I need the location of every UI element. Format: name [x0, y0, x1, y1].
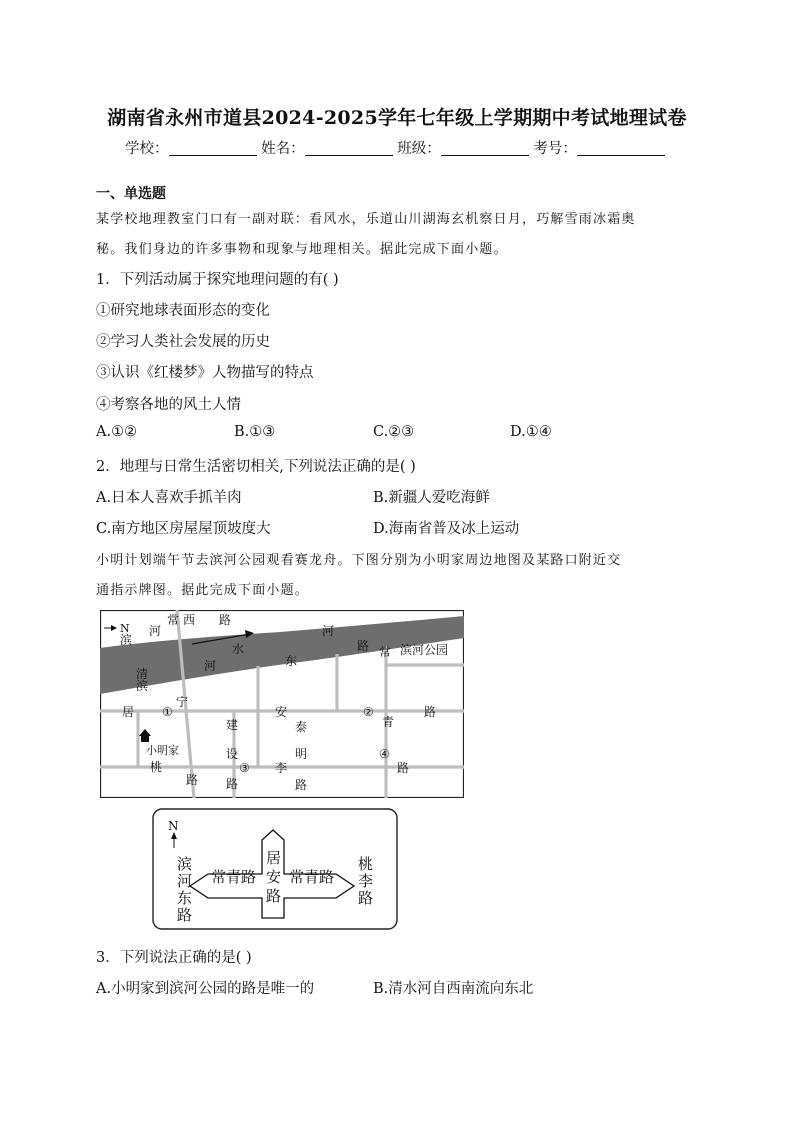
q2-stem: 2．地理与日常生活密切相关,下列说法正确的是( ) — [96, 459, 416, 475]
neighborhood-map — [100, 610, 464, 798]
map-label: 安 — [275, 705, 288, 719]
q1-item-3: ③认识《红楼梦》人物描写的特点 — [96, 365, 314, 381]
school-blank[interactable] — [169, 141, 257, 156]
map-label: 泰 — [295, 720, 308, 734]
intro2-line1: 小明计划端午节去滨河公园观看赛龙舟。下图分别为小明家周边地图及某路口附近交 — [96, 553, 622, 568]
q3-option-b[interactable]: B.清水河自西南流向东北 — [373, 981, 534, 997]
q1-stem: 1．下列活动属于探究地理问题的有( ) — [96, 272, 339, 288]
map-label: 河 — [149, 624, 162, 638]
sign-left-arm: 常青路 — [211, 868, 257, 886]
sign-left-road-2: 河 — [177, 872, 193, 890]
q2-option-b[interactable]: B.新疆人爱吃海鲜 — [373, 490, 490, 506]
sign-right-road-1: 桃 — [358, 855, 374, 873]
intro1-line1: 某学校地理教室门口有一副对联：看风水，乐道山川湖海玄机察日月，巧解雪雨冰霜奥 — [96, 212, 636, 227]
map-label: 李 — [275, 761, 288, 775]
map-label: 路 — [219, 613, 232, 627]
sign-north-label: N — [168, 819, 179, 833]
traffic-sign — [152, 808, 398, 930]
map-label: 东 — [285, 654, 298, 668]
school-label: 学校： — [125, 141, 169, 157]
q2-option-c[interactable]: C.南方地区房屋屋顶坡度大 — [96, 521, 271, 537]
map-label: ③ — [239, 761, 250, 775]
map-label: 路 — [186, 773, 199, 787]
sign-left-road-4: 路 — [177, 906, 193, 924]
exam-number-blank[interactable] — [577, 141, 665, 156]
map-label: 明 — [295, 747, 308, 761]
map-label: 路 — [295, 778, 308, 792]
map-label: 常 — [379, 645, 392, 659]
sign-right-road-3: 路 — [358, 889, 374, 907]
map-label: 设 — [226, 747, 239, 761]
map-label: 居 — [122, 705, 135, 719]
student-info-line — [125, 137, 665, 158]
map-label: 宁 — [176, 695, 189, 709]
map-label: 小明家 — [146, 744, 179, 757]
q1-option-d[interactable]: D.①④ — [510, 424, 552, 440]
exam-number-label: 考号： — [533, 141, 577, 157]
q1-option-c[interactable]: C.②③ — [373, 424, 415, 440]
map-label: ② — [363, 705, 374, 719]
map-label: 路 — [226, 777, 239, 791]
map-label: ④ — [379, 747, 390, 761]
sign-left-road-1: 滨 — [177, 855, 193, 873]
sign-right-arm: 常青路 — [289, 868, 335, 886]
section-heading: 一、单选题 — [96, 186, 166, 202]
map-label: 常 — [167, 613, 180, 627]
map-label: 路 — [397, 761, 410, 775]
sign-right-road-2: 李 — [358, 872, 374, 890]
q1-option-a[interactable]: A.①② — [96, 424, 138, 440]
name-label: 姓名： — [261, 141, 305, 157]
q3-option-a[interactable]: A.小明家到滨河公园的路是唯一的 — [96, 981, 315, 997]
sign-center-2: 安 — [266, 868, 282, 886]
q2-option-d[interactable]: D.海南省普及冰上运动 — [373, 521, 520, 537]
q1-item-1: ①研究地球表面形态的变化 — [96, 303, 270, 319]
map-label: 路 — [424, 705, 437, 719]
map-label: 水 — [232, 642, 245, 656]
map-label: 路 — [357, 639, 370, 653]
map-label: 青 — [382, 715, 395, 729]
map-label: 滨河公园 — [400, 643, 449, 657]
q1-item-2: ②学习人类社会发展的历史 — [96, 334, 270, 350]
q1-item-4: ④考察各地的风土人情 — [96, 397, 241, 413]
map-label: 河 — [204, 659, 217, 673]
map-north-label: N — [120, 622, 130, 635]
sign-center-3: 路 — [266, 887, 282, 905]
map-label: 滨 — [136, 679, 149, 693]
class-label: 班级： — [397, 141, 441, 157]
name-blank[interactable] — [305, 141, 393, 156]
intro1-line2: 秘。我们身边的许多事物和现象与地理相关。据此完成下面小题。 — [96, 242, 508, 257]
class-blank[interactable] — [441, 141, 529, 156]
map-label: 建 — [226, 718, 239, 732]
map-label: 滨 — [120, 633, 133, 647]
q2-option-a[interactable]: A.日本人喜欢手抓羊肉 — [96, 490, 242, 506]
map-label: 清 — [136, 667, 149, 681]
sign-center-1: 居 — [266, 849, 282, 867]
q3-stem: 3．下列说法正确的是( ) — [96, 950, 252, 966]
intro2-line2: 通指示牌图。据此完成下面小题。 — [96, 583, 310, 598]
q1-option-b[interactable]: B.①③ — [234, 424, 276, 440]
map-label: ① — [162, 705, 173, 719]
map-label: 河 — [322, 624, 335, 638]
map-label: 桃 — [150, 760, 163, 774]
exam-title: 湖南省永州市道县2024-2025学年七年级上学期期中考试地理试卷 — [107, 107, 687, 129]
map-label: 西 — [183, 613, 196, 627]
sign-left-road-3: 东 — [177, 889, 193, 907]
